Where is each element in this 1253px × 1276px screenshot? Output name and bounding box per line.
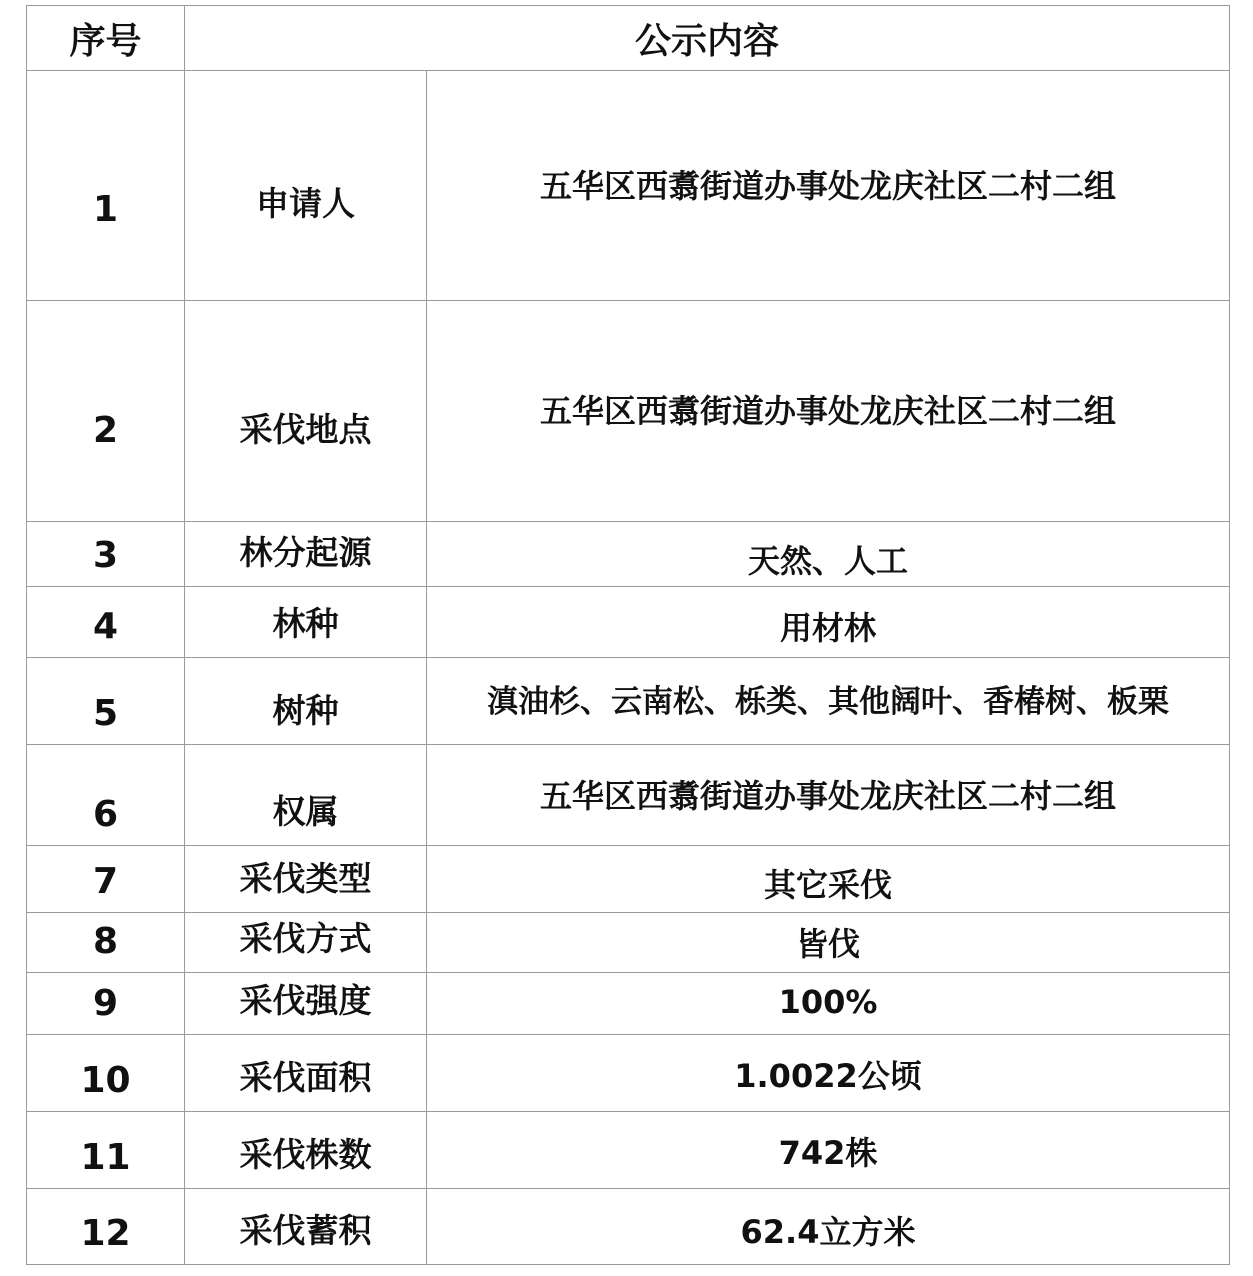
row-value: 100%: [778, 983, 878, 1021]
row-value: 天然、人工: [748, 542, 909, 580]
row-value: 五华区西翥街道办事处龙庆社区二村二组: [540, 167, 1117, 205]
row-item: 采伐面积: [239, 1058, 372, 1097]
row-value: 皆伐: [796, 925, 861, 963]
row-number: 10: [80, 1060, 131, 1101]
table-header-row: [27, 6, 1230, 71]
row-value: 用材林: [780, 609, 877, 647]
row-item: 采伐株数: [239, 1135, 372, 1174]
row-item: 树种: [272, 691, 339, 730]
notice-table: [26, 5, 1230, 1265]
row-value: 1.0022公顷: [734, 1057, 922, 1095]
row-number: 11: [80, 1137, 131, 1178]
row-number: 2: [92, 410, 119, 451]
row-item: 林种: [272, 604, 339, 643]
table-row: [27, 71, 1230, 301]
table-row: [27, 1189, 1230, 1265]
row-item: 权属: [272, 792, 339, 831]
row-value: 其它采伐: [764, 866, 893, 904]
table-row: [27, 522, 1230, 587]
row-item: 采伐类型: [239, 859, 372, 898]
row-value: 五华区西翥街道办事处龙庆社区二村二组: [540, 392, 1117, 430]
table-row: [27, 1112, 1230, 1189]
row-number: 4: [92, 606, 119, 647]
table-row: [27, 587, 1230, 658]
table-row: [27, 658, 1230, 745]
row-number: 1: [92, 189, 119, 230]
table-row: [27, 1035, 1230, 1112]
row-value: 滇油杉、云南松、栎类、其他阔叶、香椿树、板栗: [487, 684, 1169, 720]
table-row: [27, 301, 1230, 522]
row-item: 林分起源: [239, 533, 372, 572]
row-item: 采伐强度: [239, 981, 372, 1020]
row-number: 7: [92, 861, 119, 902]
row-value: 742株: [778, 1134, 878, 1172]
row-item: 采伐方式: [239, 919, 372, 958]
row-item: 采伐蓄积: [239, 1211, 372, 1250]
header-content: 公示内容: [185, 6, 1230, 71]
row-number: 3: [92, 535, 119, 576]
row-number: 8: [92, 921, 119, 962]
table-row: [27, 973, 1230, 1035]
table-row: [27, 913, 1230, 973]
row-number: 12: [80, 1213, 131, 1254]
row-value: 五华区西翥街道办事处龙庆社区二村二组: [540, 777, 1117, 815]
row-item: 申请人: [256, 184, 355, 223]
row-value: 62.4立方米: [740, 1213, 916, 1251]
row-number: 5: [92, 693, 119, 734]
table-row: [27, 846, 1230, 913]
row-number: 9: [92, 983, 119, 1024]
row-item: 采伐地点: [239, 410, 372, 449]
header-number: 序号: [27, 6, 185, 71]
row-number: 6: [92, 794, 119, 835]
table-row: [27, 745, 1230, 846]
